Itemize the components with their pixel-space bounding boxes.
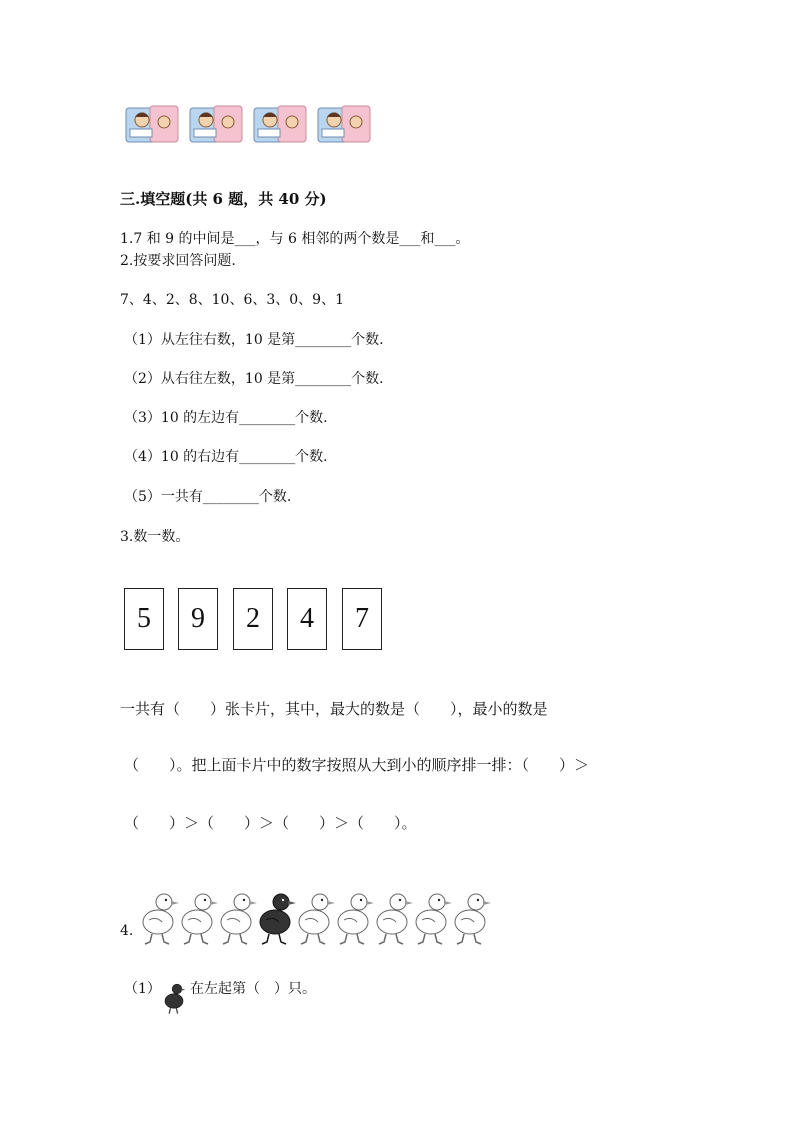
question-4-label: 4. — [120, 923, 134, 939]
number-card: 9 — [178, 588, 218, 650]
white-duck-icon — [140, 888, 180, 946]
question-4-item-text: 在左起第（ ）只。 — [190, 981, 316, 997]
white-duck-icon — [296, 888, 336, 946]
question-2-title: 2.按要求回答问题. — [120, 253, 236, 269]
number-sequence: 7、4、2、8、10、6、3、0、9、1 — [120, 292, 344, 308]
question-2-item: （5）一共有________个数. — [124, 489, 292, 505]
question-2-item: （3）10 的左边有________个数. — [124, 410, 328, 426]
question-1: 1.7 和 9 的中间是___，与 6 相邻的两个数是___和___。 — [120, 231, 470, 247]
white-duck-icon — [374, 888, 414, 946]
white-duck-icon — [413, 888, 453, 946]
white-duck-icon — [335, 888, 375, 946]
eraser-icon — [316, 98, 374, 148]
eraser-icon — [124, 98, 182, 148]
white-duck-icon — [452, 888, 492, 946]
number-card: 7 — [342, 588, 382, 650]
question-3-line-3: （ ）＞（ ）＞（ ）＞（ ）。 — [124, 814, 417, 832]
black-duck-icon — [257, 888, 297, 946]
question-3-line-2: （ ）。把上面卡片中的数字按照从大到小的顺序排一排：（ ）＞ — [124, 756, 590, 774]
question-2-item: （1）从左往右数，10 是第________个数. — [124, 332, 384, 348]
number-card: 5 — [124, 588, 164, 650]
question-3-line-1: 一共有（ ）张卡片，其中，最大的数是（ ），最小的数是 — [120, 700, 548, 718]
number-card: 2 — [233, 588, 273, 650]
white-duck-icon — [179, 888, 219, 946]
question-2-item: （2）从右往左数，10 是第________个数. — [124, 371, 384, 387]
white-duck-icon — [218, 888, 258, 946]
question-3-title: 3.数一数。 — [120, 529, 190, 545]
eraser-icon — [252, 98, 310, 148]
number-card: 4 — [287, 588, 327, 650]
question-4-item-prefix: （1） — [124, 981, 161, 997]
question-2-item: （4）10 的右边有________个数. — [124, 449, 328, 465]
black-duck-icon — [162, 980, 186, 1016]
section-title: 三.填空题(共 6 题，共 40 分) — [120, 190, 327, 208]
eraser-icon — [188, 98, 246, 148]
